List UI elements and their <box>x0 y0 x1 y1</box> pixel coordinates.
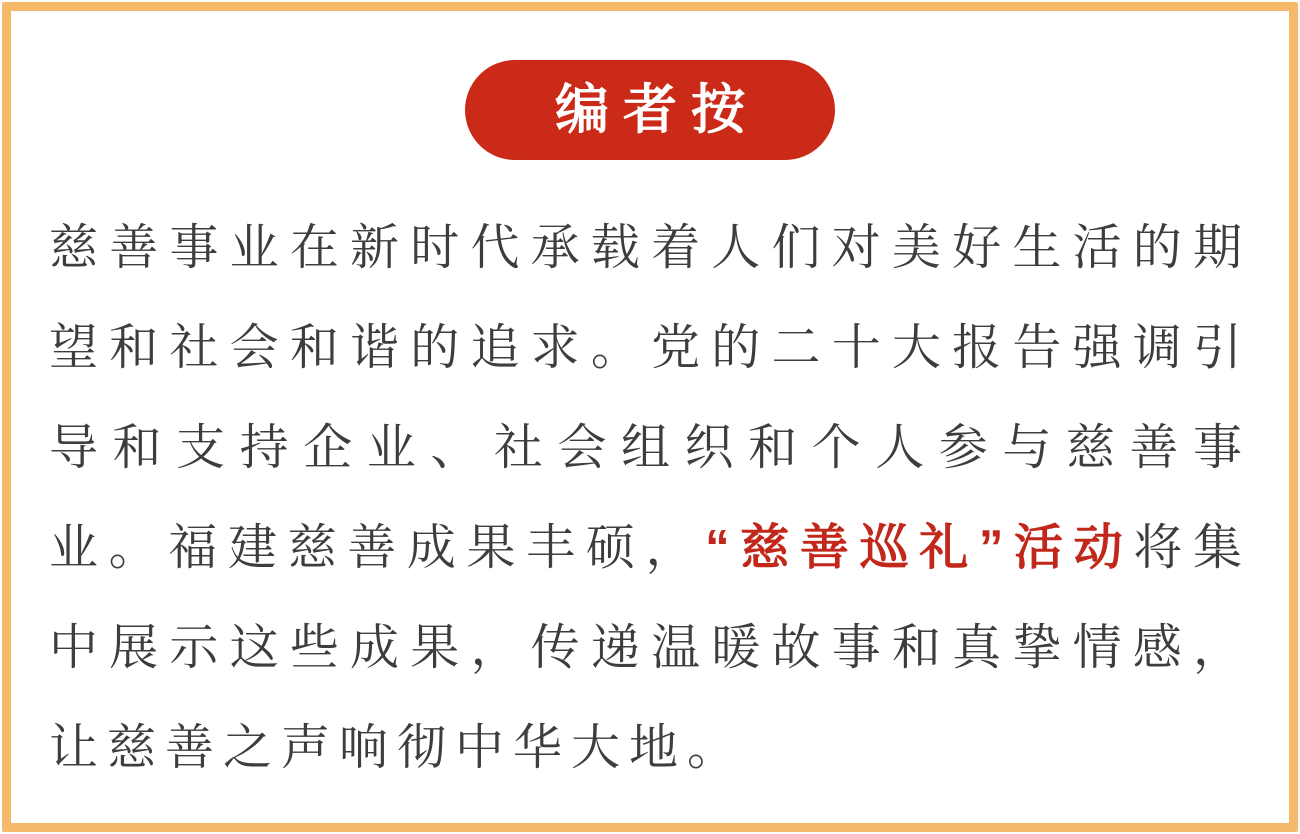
editor-note-badge <box>465 60 835 160</box>
editor-note-badge-label: 编者按 <box>555 80 759 140</box>
paragraph-highlight-charity-tour: “慈善巡礼”活动 <box>705 521 1134 575</box>
paragraph-text-after: 将集中展示这些成果，传递温暖故事和真挚情感，让慈善之声响彻中华大地。 <box>49 521 1251 775</box>
editor-note-paragraph <box>49 198 1251 798</box>
paragraph-text-before: 慈善事业在新时代承载着人们对美好生活的期望和社会和谐的追求。党的二十大报告强调引导和支持企业、社会组织和个人参与慈善事业。福建慈善成果丰硕， <box>49 221 1251 575</box>
orange-border-frame <box>2 2 1298 832</box>
